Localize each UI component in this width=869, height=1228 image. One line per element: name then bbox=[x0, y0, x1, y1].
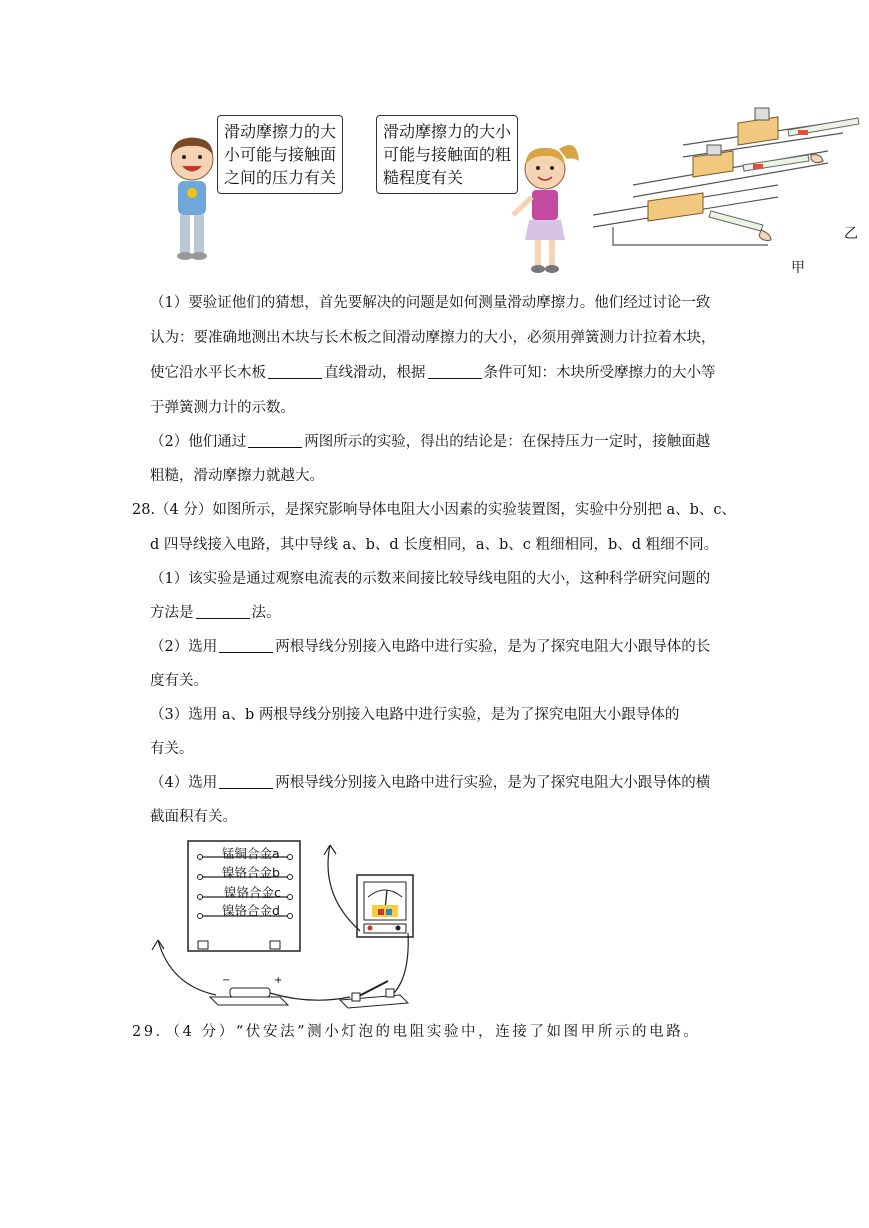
q28-head-line2: d 四导线接入电路，其中导线 a、b、d 长度相同，a、b、c 粗细相同，b、d 粗细不同。 bbox=[150, 537, 719, 553]
friction-apparatus-illustration bbox=[593, 105, 869, 285]
answer-blank[interactable] bbox=[219, 638, 273, 653]
q28-head-line1: 28.（4 分）如图所示，是探究影响导体电阻大小因素的实验装置图，实验中分别把 a、b、c、 bbox=[132, 502, 737, 518]
label-yi: 乙 bbox=[844, 226, 858, 242]
wire-label-c: 镍铬合金c bbox=[224, 885, 281, 900]
label-jia: 甲 bbox=[791, 260, 805, 276]
q28-p2-line1 bbox=[150, 637, 710, 657]
q27-p2-line2: 粗糙，滑动摩擦力就越大。 bbox=[150, 468, 324, 484]
q28-p1-line2-b: 法。 bbox=[251, 605, 281, 621]
q28-p4-line1 bbox=[150, 773, 710, 793]
circuit-drawing bbox=[150, 835, 430, 1015]
q28-p2-line1-a: （2）选用 bbox=[150, 639, 218, 655]
girl-illustration bbox=[507, 135, 587, 280]
answer-blank[interactable] bbox=[219, 774, 273, 789]
q27-p1-line3-a: 使它沿水平长木板 bbox=[150, 365, 266, 381]
q28-p1-line1: （1）该实验是通过观察电流表的示数来间接比较导线电阻的大小，这种科学研究问题的 bbox=[150, 571, 711, 587]
q28-p2-line2: 度有关。 bbox=[150, 673, 208, 689]
wire-label-d: 镍铬合金d bbox=[222, 903, 280, 918]
q27-p2-line1-b: 两图所示的实验，得出的结论是：在保持压力一定时，接触面越 bbox=[304, 434, 711, 450]
circuit-figure bbox=[150, 835, 430, 1015]
boy-illustration bbox=[160, 135, 224, 270]
answer-blank[interactable] bbox=[196, 604, 250, 619]
q28-p4-line1-a: （4）选用 bbox=[150, 775, 218, 791]
q27-p1-line3 bbox=[150, 363, 716, 383]
answer-blank[interactable] bbox=[428, 364, 482, 379]
answer-blank[interactable] bbox=[268, 364, 322, 379]
q27-p1-line2: 认为：要准确地测出木块与长木板之间滑动摩擦力的大小，必须用弹簧测力计拉着木块， bbox=[150, 330, 716, 346]
q27-p1-line1: （1）要验证他们的猜想，首先要解决的问题是如何测量滑动摩擦力。他们经过讨论一致 bbox=[150, 295, 711, 311]
battery-minus-label: − bbox=[222, 975, 231, 986]
wire-label-b: 镍铬合金b bbox=[222, 865, 280, 880]
answer-blank[interactable] bbox=[248, 433, 302, 448]
q27-p2-line1-a: （2）他们通过 bbox=[150, 434, 247, 450]
q28-p3-line2: 有关。 bbox=[150, 741, 194, 757]
q28-p2-line1-b: 两根导线分别接入电路中进行实验，是为了探究电阻大小跟导体的长 bbox=[275, 639, 711, 655]
q28-p4-line1-b: 两根导线分别接入电路中进行实验，是为了探究电阻大小跟导体的横 bbox=[275, 775, 711, 791]
q27-p1-line4: 于弹簧测力计的示数。 bbox=[150, 400, 295, 416]
q29-text: 29．（4 分）“伏安法”测小灯泡的电阻实验中，连接了如图甲所示的电路。 bbox=[132, 1024, 701, 1040]
battery-plus-label: + bbox=[274, 975, 283, 986]
q27-p2-line1 bbox=[150, 432, 710, 452]
boy-speech-bubble: 滑动摩擦力的大 小可能与接触面 之间的压力有关 bbox=[217, 115, 343, 194]
q28-p3-line1: （3）选用 a、b 两根导线分别接入电路中进行实验，是为了探究电阻大小跟导体的 bbox=[150, 707, 680, 723]
girl-speech-bubble: 滑动摩擦力的大小 可能与接触面的粗 糙程度有关 bbox=[376, 115, 518, 194]
q27-p1-line3-b: 直线滑动，根据 bbox=[324, 365, 426, 381]
q28-p1-line2 bbox=[150, 603, 281, 623]
q28-p1-line2-a: 方法是 bbox=[150, 605, 194, 621]
q28-p4-line2: 截面积有关。 bbox=[150, 809, 237, 825]
top-figure bbox=[150, 95, 869, 285]
q27-p1-line3-c: 条件可知：木块所受摩擦力的大小等 bbox=[483, 365, 716, 381]
wire-label-a: 锰铜合金a bbox=[222, 846, 280, 861]
